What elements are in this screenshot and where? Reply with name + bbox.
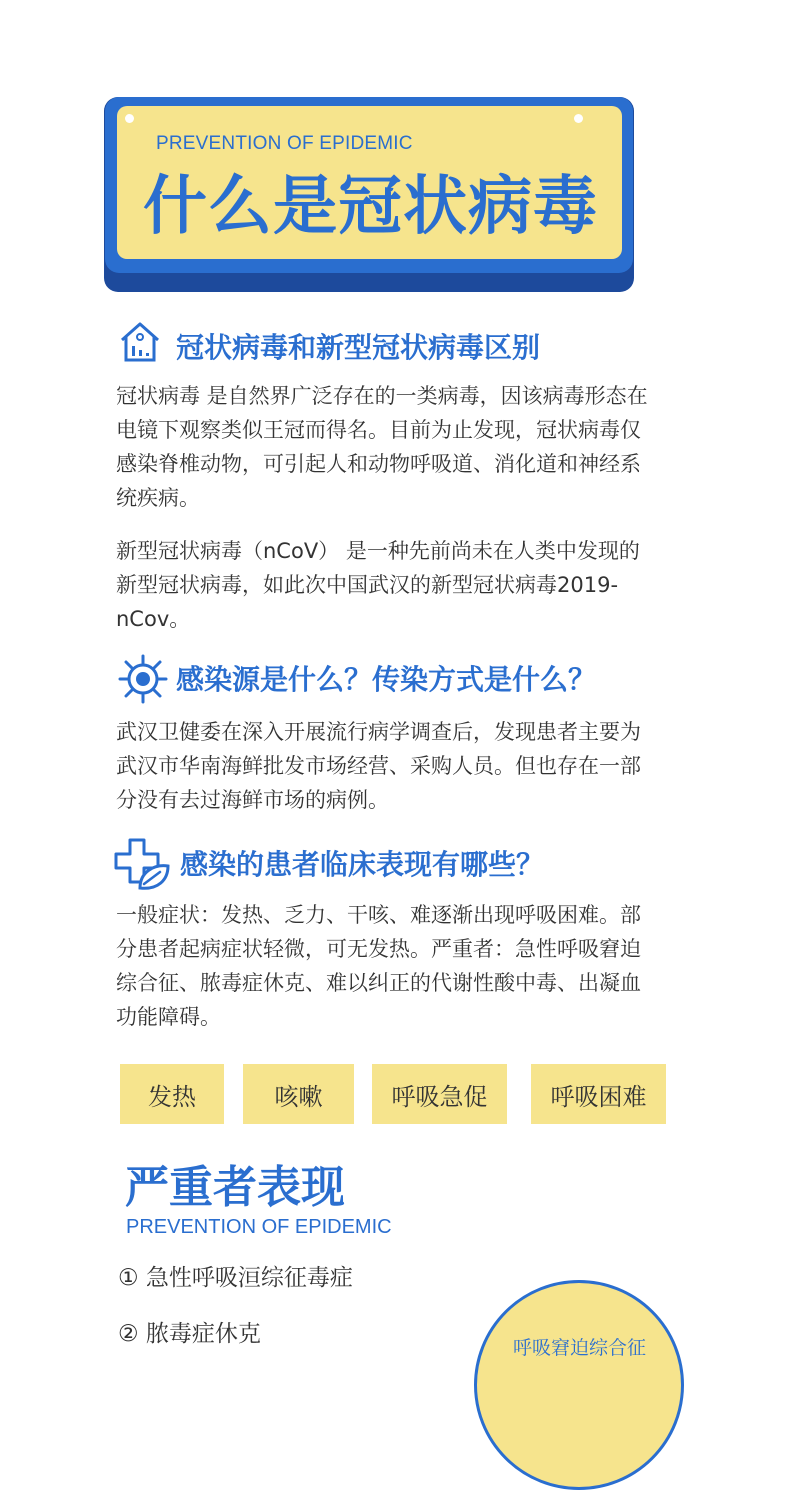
- severe-bubble: [474, 1280, 684, 1490]
- severe-subtitle: PREVENTION OF EPIDEMIC: [126, 1216, 392, 1238]
- tag-shortness-of-breath: 呼吸急促: [372, 1064, 507, 1124]
- bubble-label: 呼吸窘迫综合征: [513, 1337, 647, 1359]
- sign-rivet-left: [125, 114, 134, 123]
- medical-cross-leaf-icon: [110, 836, 172, 894]
- section-title-symptoms: 感染的患者临床表现有哪些？: [180, 848, 545, 881]
- paragraph-infection-source: 武汉卫健委在深入开展流行病学调查后，发现患者主要为武汉市华南海鲜批发市场经营、采购人员。但也存在一部分没有去过海鲜市场的病例。: [116, 720, 641, 812]
- virus-icon: [116, 652, 170, 706]
- section-title-difference: 冠状病毒和新型冠状病毒区别: [176, 331, 541, 364]
- paragraph-symptoms: 一般症状：发热、乏力、干咳、难逐渐出现呼吸困难。部分患者起病症状轻微，可无发热。严重者：急性呼吸窘迫综合征、脓毒症休克、难以纠正的代谢性酸中毒、出凝血功能障碍。: [116, 903, 641, 1029]
- section-title-infection-source: 感染源是什么？传染方式是什么？: [176, 663, 597, 696]
- severe-item: ② 脓毒症休克: [118, 1321, 261, 1347]
- tag-dyspnea: 呼吸困难: [531, 1064, 666, 1124]
- severe-title: 严重者表现: [125, 1162, 345, 1213]
- paragraph-ncov-definition: 新型冠状病毒（nCoV） 是一种先前尚未在人类中发现的新型冠状病毒，如此次中国武汉的新型冠状病毒2019-nCov。: [116, 539, 640, 631]
- house-icon: [118, 320, 162, 364]
- header-subtitle: PREVENTION OF EPIDEMIC: [156, 133, 413, 154]
- tag-cough: 咳嗽: [243, 1064, 354, 1124]
- page-title: 什么是冠状病毒: [143, 170, 598, 244]
- paragraph-coronavirus-definition: 冠状病毒 是自然界广泛存在的一类病毒，因该病毒形态在电镜下观察类似王冠而得名。目前为止发现，冠状病毒仅感染脊椎动物，可引起人和动物呼吸道、消化道和神经系统疾病。: [116, 384, 648, 510]
- tag-fever: 发热: [120, 1064, 224, 1124]
- severe-item: ① 急性呼吸洹综征毒症: [118, 1265, 353, 1291]
- sign-rivet-right: [574, 114, 583, 123]
